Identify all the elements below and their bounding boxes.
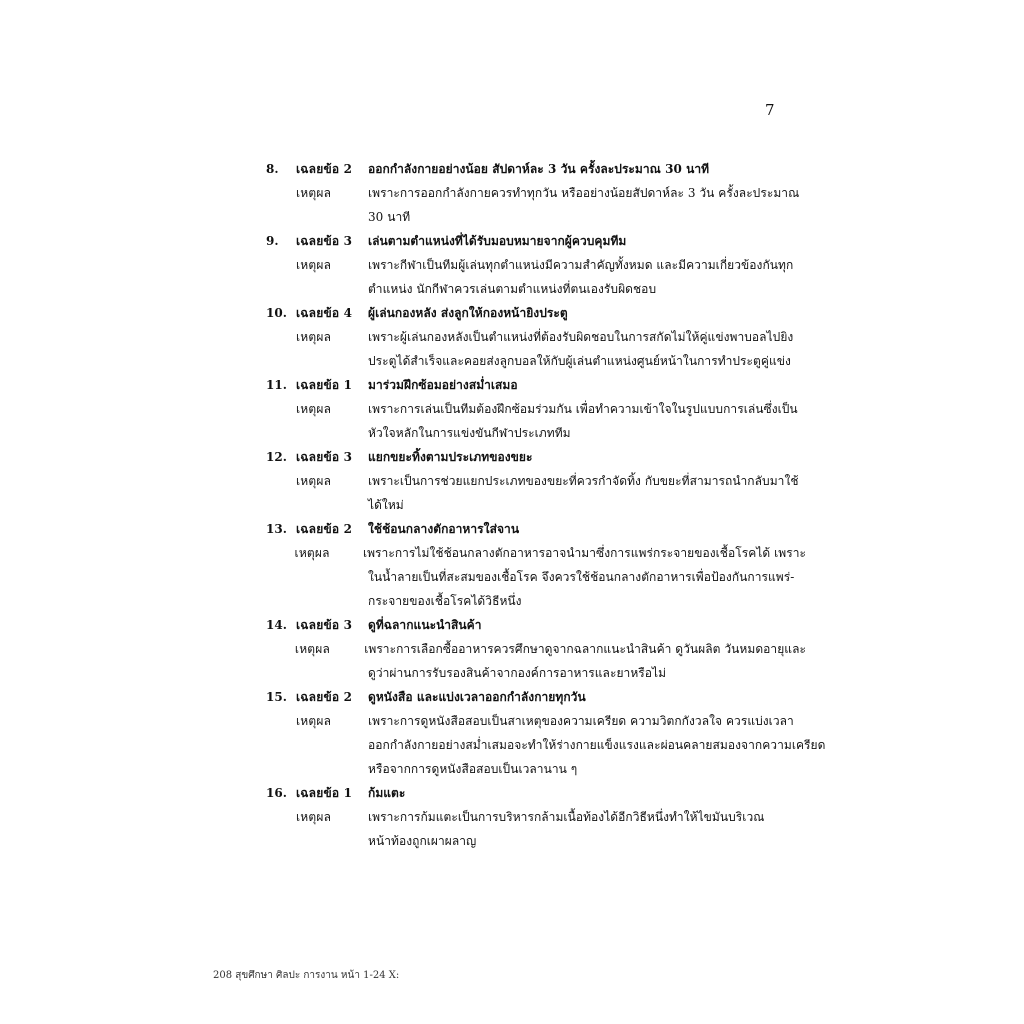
answer-label: เฉลยข้อ 2	[296, 689, 353, 704]
answer-label: เฉลยข้อ 1	[296, 377, 353, 392]
reason-text: เพราะการเล่นเป็นทีมต้องฝึกซ้อมร่วมกัน เพื่อทำความเข้าใจในรูปแบบการเล่นซึ่งเป็น	[368, 401, 798, 416]
answer-line	[266, 301, 806, 325]
reason-text: กระจายของเชื้อโรคได้วิธีหนึ่ง	[368, 593, 522, 608]
answer-item	[266, 445, 806, 517]
reason-continuation	[266, 757, 806, 781]
answer-line	[266, 517, 806, 541]
reason-text: เพราะการไม่ใช้ช้อนกลางตักอาหารอาจนำมาซึ่งการแพร่กระจายของเชื้อโรคได้ เพราะ	[362, 545, 806, 560]
reason-label: เหตุผล	[294, 641, 331, 656]
answer-item	[266, 373, 806, 445]
reason-text: ได้ใหม่	[368, 497, 404, 512]
reason-continuation	[266, 565, 806, 589]
answer-item	[266, 157, 806, 229]
reason-continuation	[266, 493, 806, 517]
answer-text: มาร่วมฝึกซ้อมอย่างสม่ำเสมอ	[368, 377, 518, 392]
item-number: 12.	[266, 450, 287, 464]
reason-text: เพราะผู้เล่นกองหลังเป็นตำแหน่งที่ต้องรับผิดชอบในการสกัดไม่ให้คู่แข่งพาบอลไปยิง	[368, 329, 794, 344]
reason-line	[266, 325, 806, 349]
reason-line	[266, 469, 806, 493]
answer-list	[266, 157, 826, 853]
reason-text: เพราะเป็นการช่วยแยกประเภทของขยะที่ควรกำจัดทิ้ง กับขยะที่สามารถนำกลับมาใช้	[368, 473, 799, 488]
answer-text: ออกกำลังกายอย่างน้อย สัปดาห์ละ 3 วัน ครั้งละประมาณ 30 นาที	[368, 161, 710, 176]
answer-text: ใช้ช้อนกลางตักอาหารใส่จาน	[368, 521, 520, 536]
reason-continuation	[266, 205, 806, 229]
reason-text: หรือจากการดูหนังสือสอบเป็นเวลานาน ๆ	[368, 761, 578, 776]
reason-text: 30 นาที	[368, 209, 411, 224]
reason-line	[266, 709, 806, 733]
answer-text: ก้มแตะ	[368, 785, 406, 800]
answer-line	[266, 781, 806, 805]
answer-item	[266, 613, 806, 685]
reason-continuation	[266, 349, 806, 373]
reason-text: เพราะกีฬาเป็นทีมผู้เล่นทุกตำแหน่งมีความสำคัญทั้งหมด และมีความเกี่ยวข้องกันทุก	[368, 257, 794, 272]
answer-label: เฉลยข้อ 2	[296, 521, 353, 536]
reason-label: เหตุผล	[296, 809, 332, 824]
answer-text: แยกขยะทิ้งตามประเภทของขยะ	[368, 449, 533, 464]
reason-text: หัวใจหลักในการแข่งขันกีฬาประเภททีม	[368, 425, 571, 440]
reason-text: ในน้ำลายเป็นที่สะสมของเชื้อโรค จึงควรใช้ช้อนกลางตักอาหารเพื่อป้องกันการแพร่-	[368, 569, 795, 584]
answer-line	[266, 157, 806, 181]
answer-label: เฉลยข้อ 3	[296, 449, 353, 464]
reason-label: เหตุผล	[296, 185, 332, 200]
reason-text: เพราะการดูหนังสือสอบเป็นสาเหตุของความเครียด ความวิตกกังวลใจ ควรแบ่งเวลา	[368, 713, 794, 728]
reason-text: เพราะการเลือกซื้ออาหารควรศึกษาดูจากฉลากแนะนำสินค้า ดูวันผลิต วันหมดอายุและ	[364, 641, 806, 656]
reason-label: เหตุผล	[296, 329, 332, 344]
answer-item	[266, 229, 806, 301]
footer-text: 208 สุขศึกษา ศิลปะ การงาน หน้า 1-24 X:	[213, 970, 400, 981]
answer-item	[266, 517, 806, 613]
reason-text: ออกกำลังกายอย่างสม่ำเสมอจะทำให้ร่างกายแข็งแรงและผ่อนคลายสมองจากความเครียด	[368, 737, 826, 752]
reason-continuation	[266, 829, 806, 853]
reason-text: เพราะการออกกำลังกายควรทำทุกวัน หรืออย่างน้อยสัปดาห์ละ 3 วัน ครั้งละประมาณ	[368, 185, 800, 200]
item-number: 13.	[266, 522, 287, 536]
answer-item	[266, 685, 826, 781]
reason-line	[266, 397, 806, 421]
reason-label: เหตุผล	[294, 545, 330, 560]
answer-text: ผู้เล่นกองหลัง ส่งลูกให้กองหน้ายิงประตู	[368, 305, 568, 320]
item-number: 15.	[266, 690, 287, 704]
reason-line	[266, 637, 806, 661]
answer-label: เฉลยข้อ 3	[296, 233, 353, 248]
item-number: 8.	[266, 162, 279, 176]
reason-text: ประตูได้สำเร็จและคอยส่งลูกบอลให้กับผู้เล่นตำแหน่งศูนย์หน้าในการทำประตูคู่แข่ง	[368, 353, 791, 368]
reason-text: เพราะการก้มแตะเป็นการบริหารกล้ามเนื้อท้องได้อีกวิธีหนึ่งทำให้ไขมันบริเวณ	[368, 809, 765, 824]
reason-label: เหตุผล	[296, 473, 332, 488]
reason-text: ดูว่าผ่านการรับรองสินค้าจากองค์การอาหารและยาหรือไม่	[368, 665, 667, 680]
item-number: 11.	[266, 378, 287, 392]
answer-line	[266, 613, 806, 637]
item-number: 14.	[266, 618, 287, 632]
answer-item	[266, 781, 806, 853]
reason-text: ตำแหน่ง นักกีฬาควรเล่นตามตำแหน่งที่ตนเองรับผิดชอบ	[368, 281, 657, 296]
reason-line	[266, 181, 806, 205]
reason-continuation	[266, 421, 806, 445]
reason-continuation	[266, 733, 826, 757]
item-number: 9.	[266, 234, 279, 248]
reason-label: เหตุผล	[296, 713, 332, 728]
reason-line	[266, 541, 806, 565]
reason-line	[266, 253, 806, 277]
item-number: 10.	[266, 306, 287, 320]
page-number: 7	[765, 101, 775, 119]
answer-label: เฉลยข้อ 3	[296, 617, 353, 632]
reason-text: หน้าท้องถูกเผาผลาญ	[368, 833, 477, 848]
item-number: 16.	[266, 786, 287, 800]
reason-continuation	[266, 589, 806, 613]
reason-continuation	[266, 277, 806, 301]
answer-label: เฉลยข้อ 2	[296, 161, 353, 176]
answer-label: เฉลยข้อ 1	[296, 785, 353, 800]
answer-line	[266, 685, 806, 709]
reason-line	[266, 805, 806, 829]
answer-line	[266, 229, 806, 253]
answer-label: เฉลยข้อ 4	[296, 305, 353, 320]
answer-text: ดูหนังสือ และแบ่งเวลาออกกำลังกายทุกวัน	[368, 689, 586, 704]
answer-item	[266, 301, 806, 373]
reason-label: เหตุผล	[296, 401, 332, 416]
reason-continuation	[266, 661, 806, 685]
answer-text: เล่นตามตำแหน่งที่ได้รับมอบหมายจากผู้ควบคุมทีม	[368, 233, 627, 248]
answer-line	[266, 373, 806, 397]
reason-label: เหตุผล	[296, 257, 332, 272]
answer-text: ดูที่ฉลากแนะนำสินค้า	[368, 617, 482, 632]
answer-line	[266, 445, 806, 469]
